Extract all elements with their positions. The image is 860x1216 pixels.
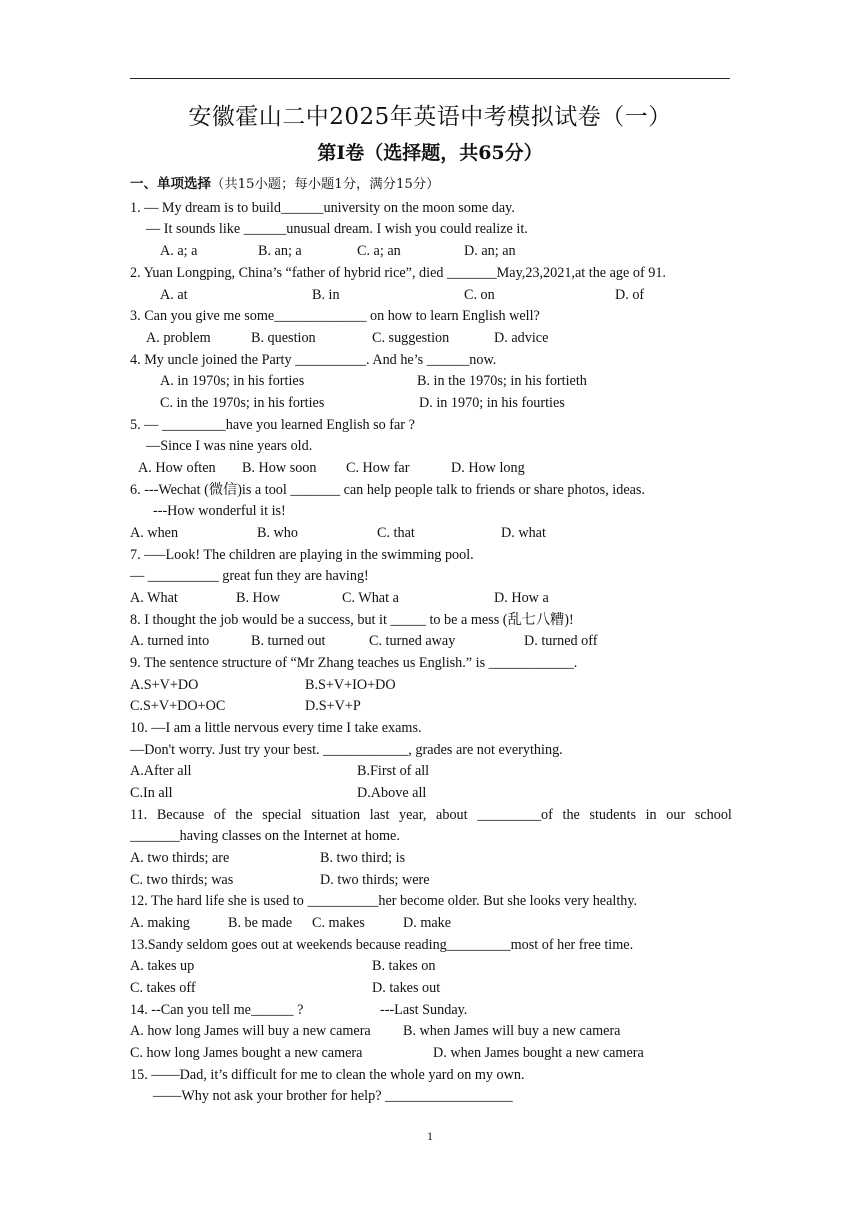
question-3-option-b: B. question — [251, 330, 316, 346]
section-subtitle: 第I卷（选择题，共65分） — [317, 142, 543, 164]
question-1-stem: 1. — My dream is to build______university on the moon some day. — [130, 200, 515, 216]
q11-word: our — [666, 807, 686, 823]
q11-word: last — [369, 807, 390, 823]
q11-word: in — [645, 807, 657, 823]
page-number: 1 — [427, 1129, 433, 1143]
header-rule — [130, 78, 730, 79]
q11-word: Because — [156, 807, 205, 823]
question-4-option-a: A. in 1970s; in his forties — [160, 373, 305, 389]
question-14-reply: ---Last Sunday. — [380, 1002, 468, 1018]
question-7-option-d: D. How a — [494, 590, 549, 606]
question-10-stem-2: —Don't worry. Just try your best. ____________, grades are not everything. — [130, 742, 563, 758]
section-heading-line — [130, 175, 439, 194]
question-7-option-c: C. What a — [342, 590, 399, 606]
q11-word: school — [694, 807, 732, 823]
question-10-option-a: A.After all — [130, 763, 192, 779]
question-13-option-c: C. takes off — [130, 980, 196, 996]
question-7-stem: 7. —–Look! The children are playing in the swimming pool. — [130, 547, 474, 563]
question-4-option-b: B. in the 1970s; in his fortieth — [417, 373, 587, 389]
question-6-stem-2: ---How wonderful it is! — [153, 503, 286, 519]
q11-word: students — [589, 807, 636, 823]
q11-word: special — [262, 807, 302, 823]
question-3-option-a: A. problem — [146, 330, 211, 346]
question-15-stem: 15. ——Dad, it’s difficult for me to clean the whole yard on my own. — [130, 1067, 525, 1083]
question-11-option-a: A. two thirds; are — [130, 850, 230, 866]
question-10-stem: 10. —I am a little nervous every time I take exams. — [130, 720, 422, 736]
question-2-stem: 2. Yuan Longping, China’s “father of hybrid rice”, died _______May,23,2021,at the age of 91. — [130, 265, 666, 281]
question-9-option-d: D.S+V+P — [305, 698, 361, 714]
question-8-option-b: B. turned out — [251, 633, 326, 649]
q11-word: 11. — [130, 807, 148, 823]
question-9-option-b: B.S+V+IO+DO — [305, 677, 396, 693]
question-5-option-d: D. How long — [451, 460, 525, 476]
section-note: （共15小题；每小题1分，满分15分） — [211, 177, 440, 192]
q11-word: situation — [311, 807, 361, 823]
question-6-stem: 6. ---Wechat (微信)is a tool _______ can help people talk to friends or share photos, ideas. — [130, 482, 645, 498]
question-6-option-a: A. when — [130, 525, 179, 541]
question-1-option-d: D. an; an — [464, 243, 516, 259]
question-8-stem: 8. I thought the job would be a success, but it _____ to be a mess (乱七八糟)! — [130, 612, 574, 628]
question-14-stem: 14. --Can you tell me______ ? — [130, 1002, 304, 1018]
question-12-option-c: C. makes — [312, 915, 365, 931]
question-13-option-b: B. takes on — [372, 958, 436, 974]
question-14-option-b: B. when James will buy a new camera — [403, 1023, 621, 1039]
question-12-option-d: D. make — [403, 915, 452, 931]
question-5-option-a: A. How often — [138, 460, 216, 476]
question-11-stem-2: _______having classes on the Internet at home. — [130, 828, 400, 844]
question-10-option-b: B.First of all — [357, 763, 430, 779]
question-3-stem: 3. Can you give me some_____________ on how to learn English well? — [130, 308, 540, 324]
question-13-stem: 13.Sandy seldom goes out at weekends because reading_________most of her free time. — [130, 937, 634, 953]
question-10-option-c: C.In all — [130, 785, 173, 801]
question-2-option-b: B. in — [312, 287, 340, 303]
question-3-option-d: D. advice — [494, 330, 549, 346]
question-14-option-a: A. how long James will buy a new camera — [130, 1023, 371, 1039]
q11-word: year, — [399, 807, 427, 823]
question-1-option-c: C. a; an — [357, 243, 401, 259]
question-1-stem-2: — It sounds like ______unusual dream. I wish you could realize it. — [146, 221, 528, 237]
q11-word: of — [213, 807, 226, 823]
question-10-option-d: D.Above all — [357, 785, 427, 801]
question-5-stem-2: —Since I was nine years old. — [146, 438, 313, 454]
question-13-option-a: A. takes up — [130, 958, 195, 974]
page-title: 安徽霍山二中2025年英语中考模拟试卷（一） — [188, 104, 672, 130]
question-4-option-c: C. in the 1970s; in his forties — [160, 395, 325, 411]
question-7-option-b: B. How — [236, 590, 281, 606]
question-9-stem: 9. The sentence structure of “Mr Zhang teaches us English.” is ____________. — [130, 655, 578, 671]
question-11-option-c: C. two thirds; was — [130, 872, 234, 888]
question-2-option-a: A. at — [160, 287, 188, 303]
question-8-option-d: D. turned off — [524, 633, 598, 649]
q11-word: the — [562, 807, 580, 823]
question-5-option-c: C. How far — [346, 460, 410, 476]
q11-word: the — [235, 807, 253, 823]
question-7-stem-2: — __________ great fun they are having! — [130, 568, 369, 584]
question-4-option-d: D. in 1970; in his fourties — [419, 395, 565, 411]
question-14-option-d: D. when James bought a new camera — [433, 1045, 644, 1061]
question-9-option-c: C.S+V+DO+OC — [130, 698, 226, 714]
question-15-stem-2: ——Why not ask your brother for help? __________________ — [153, 1088, 513, 1104]
question-11-stem — [130, 806, 732, 824]
question-6-option-c: C. that — [377, 525, 415, 541]
question-6-option-b: B. who — [257, 525, 298, 541]
question-5-option-b: B. How soon — [242, 460, 317, 476]
question-13-option-d: D. takes out — [372, 980, 441, 996]
section-heading: 一、单项选择 — [130, 176, 211, 192]
question-12-option-a: A. making — [130, 915, 190, 931]
question-12-option-b: B. be made — [228, 915, 293, 931]
question-8-option-a: A. turned into — [130, 633, 210, 649]
question-2-option-d: D. of — [615, 287, 645, 303]
question-8-option-c: C. turned away — [369, 633, 456, 649]
question-9-option-a: A.S+V+DO — [130, 677, 199, 693]
question-6-option-d: D. what — [501, 525, 546, 541]
question-11-option-d: D. two thirds; were — [320, 872, 430, 888]
question-5-stem: 5. — _________have you learned English so far ? — [130, 417, 415, 433]
question-14-option-c: C. how long James bought a new camera — [130, 1045, 363, 1061]
q11-word: about — [436, 807, 468, 823]
question-2-option-c: C. on — [464, 287, 495, 303]
question-1-option-b: B. an; a — [258, 243, 302, 259]
question-7-option-a: A. What — [130, 590, 178, 606]
q11-word: _________of — [477, 807, 553, 823]
question-3-option-c: C. suggestion — [372, 330, 450, 346]
question-11-option-b: B. two third; is — [320, 850, 406, 866]
question-12-stem: 12. The hard life she is used to __________her become older. But she looks very healthy. — [130, 893, 638, 909]
question-4-stem: 4. My uncle joined the Party __________. And he’s ______now. — [130, 352, 497, 368]
question-1-option-a: A. a; a — [160, 243, 198, 259]
